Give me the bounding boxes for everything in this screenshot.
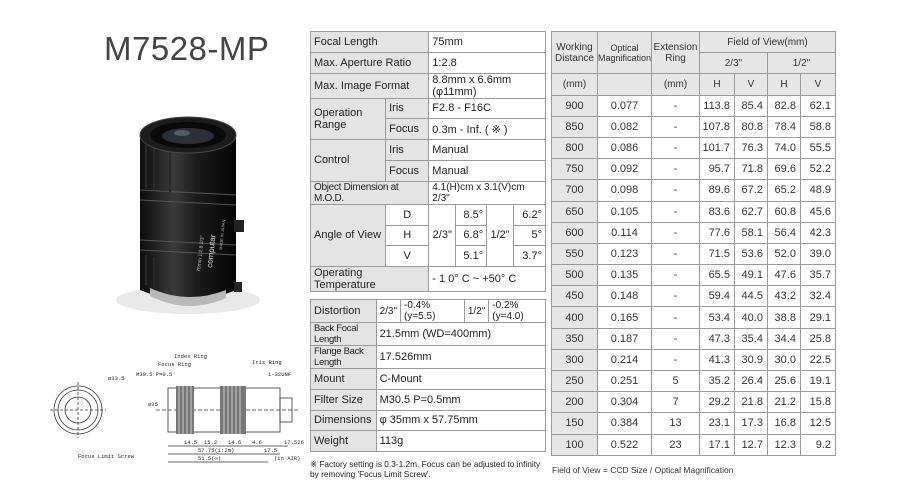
fov-cell-bv: 15.8: [800, 392, 835, 413]
fov-cell-mag: 0.077: [597, 95, 651, 116]
table-row: [552, 243, 836, 264]
fov-cell-bv: 55.5: [800, 137, 835, 158]
spec-label: Operation Range: [311, 98, 386, 140]
fov-cell-av: 71.8: [734, 159, 767, 180]
fov-cell-ring: -: [652, 137, 700, 158]
header-h-a: H: [700, 74, 735, 95]
fov-cell-ah: 107.8: [700, 116, 735, 137]
angle-value: 8.5°: [456, 204, 487, 225]
label-focus-ring: Focus Ring: [158, 361, 192, 368]
fov-cell-av: 80.8: [734, 116, 767, 137]
fov-cell-ah: 47.3: [700, 328, 735, 349]
spec-row-distortion: [311, 300, 546, 323]
label-dim-front: ø35: [148, 401, 158, 408]
label-iris-ring: Iris Ring: [252, 359, 282, 366]
spec-label: Mount: [311, 369, 377, 390]
spec-value: 17.526mm: [376, 346, 545, 369]
fov-cell-wd: 250: [552, 371, 598, 392]
fov-cell-av: 40.0: [734, 307, 767, 328]
label-dim-1: 57.75(1:2m): [198, 447, 235, 454]
lens-brand-text: computar: [205, 234, 218, 269]
spec-sublabel: Iris: [386, 140, 429, 161]
spec-row-object-dimension: [311, 181, 546, 204]
fov-cell-mag: 0.148: [597, 286, 651, 307]
fov-cell-bv: 29.1: [800, 307, 835, 328]
header-unit-wd: (mm): [552, 74, 598, 95]
fov-cell-av: 21.8: [734, 392, 767, 413]
spec-label: Control: [311, 140, 386, 182]
fov-cell-ring: -: [652, 116, 700, 137]
spec-row-max-aperture: [311, 52, 546, 73]
header-extension-ring: Extension Ring: [652, 32, 700, 74]
label-dim-4: 15.2: [204, 439, 218, 446]
fov-cell-mag: 0.114: [597, 222, 651, 243]
fov-cell-mag: 0.384: [597, 413, 651, 434]
table-row: [552, 307, 836, 328]
product-title: M7528-MP: [104, 30, 270, 67]
fov-cell-ah: 17.1: [700, 434, 735, 455]
technical-drawing: [48, 346, 304, 470]
spec-row-control-iris: [311, 140, 546, 161]
fov-cell-wd: 450: [552, 286, 598, 307]
spec-label: Filter Size: [311, 389, 377, 410]
spec-sublabel: Focus: [386, 160, 429, 181]
fov-cell-av: 26.4: [734, 371, 767, 392]
angle-value: 5.1°: [456, 246, 487, 267]
header-unit-mag: [597, 74, 651, 95]
fov-cell-bh: 34.4: [767, 328, 800, 349]
table-row: [552, 349, 836, 370]
angle-value: 3.7°: [514, 246, 546, 267]
fov-cell-bv: 35.7: [800, 265, 835, 286]
spec-label: Dimensions: [311, 410, 377, 431]
spec-label: Object Dimension at M.O.D.: [311, 181, 429, 204]
header-v-b: V: [800, 74, 835, 95]
fov-cell-wd: 900: [552, 95, 598, 116]
fov-cell-mag: 0.522: [597, 434, 651, 455]
fov-cell-wd: 150: [552, 413, 598, 434]
spec-row-operating-temp: [311, 267, 546, 292]
fov-cell-wd: 100: [552, 434, 598, 455]
spec-value: 1:2.8: [429, 52, 546, 73]
header-h-b: H: [767, 74, 800, 95]
spec-row-focal-length: [311, 32, 546, 53]
fov-cell-av: 17.3: [734, 413, 767, 434]
fov-cell-mag: 0.135: [597, 265, 651, 286]
fov-cell-ring: -: [652, 265, 700, 286]
spec-row-angle-d: [311, 204, 546, 225]
label-front-diameter: ø33.5: [108, 375, 125, 382]
fov-cell-bh: 21.2: [767, 392, 800, 413]
fov-cell-ah: 83.6: [700, 201, 735, 222]
fov-cell-bh: 52.0: [767, 243, 800, 264]
angle-value: 5°: [514, 225, 546, 246]
fov-cell-bv: 42.3: [800, 222, 835, 243]
fov-cell-bv: 32.4: [800, 286, 835, 307]
fov-cell-bh: 25.6: [767, 371, 800, 392]
fov-cell-wd: 350: [552, 328, 598, 349]
fov-cell-wd: 500: [552, 265, 598, 286]
fov-cell-bv: 12.5: [800, 413, 835, 434]
fov-cell-wd: 200: [552, 392, 598, 413]
spec-label: Focal Length: [311, 32, 429, 53]
spec-row-filter-size: [311, 389, 546, 410]
fov-cell-wd: 300: [552, 349, 598, 370]
fov-cell-wd: 650: [552, 201, 598, 222]
table-row: [552, 137, 836, 158]
header-field-of-view: Field of View(mm): [700, 32, 836, 53]
table-row: [552, 116, 836, 137]
fov-cell-bv: 39.0: [800, 243, 835, 264]
fov-cell-bh: 60.8: [767, 201, 800, 222]
fov-cell-av: 49.1: [734, 265, 767, 286]
fov-cell-ring: -: [652, 159, 700, 180]
fov-cell-bv: 45.6: [800, 201, 835, 222]
fov-cell-mag: 0.214: [597, 349, 651, 370]
table-row: [552, 265, 836, 286]
label-screw: 1-32UNF: [268, 371, 292, 378]
spec-value: Manual: [429, 140, 546, 161]
field-of-view-table: [551, 31, 836, 456]
fov-cell-ring: -: [652, 286, 700, 307]
angle-axis: D: [386, 204, 429, 225]
fov-cell-wd: 800: [552, 137, 598, 158]
fov-cell-ring: 5: [652, 371, 700, 392]
fov-cell-ring: 7: [652, 392, 700, 413]
header-format-b: 1/2": [767, 53, 835, 74]
fov-cell-bh: 38.8: [767, 307, 800, 328]
fov-cell-ring: -: [652, 349, 700, 370]
fov-cell-ah: 95.7: [700, 159, 735, 180]
fov-cell-wd: 850: [552, 116, 598, 137]
fov-cell-ah: 77.6: [700, 222, 735, 243]
fov-cell-wd: 750: [552, 159, 598, 180]
fov-cell-bv: 25.8: [800, 328, 835, 349]
table-row: [552, 159, 836, 180]
spec-label: Angle of View: [311, 204, 386, 266]
fov-cell-mag: 0.165: [597, 307, 651, 328]
fov-cell-ah: 89.6: [700, 180, 735, 201]
fov-cell-ring: -: [652, 307, 700, 328]
angle-format-b: 1/2": [487, 204, 514, 266]
spec-row-operation-iris: [311, 98, 546, 119]
fov-cell-mag: 0.086: [597, 137, 651, 158]
spec-value: 4.1(H)cm x 3.1(V)cm 2/3": [429, 181, 546, 204]
fov-cell-ring: 23: [652, 434, 700, 455]
fov-cell-av: 35.4: [734, 328, 767, 349]
fov-cell-ah: 113.8: [700, 95, 735, 116]
fov-cell-ah: 59.4: [700, 286, 735, 307]
fov-body: [552, 95, 836, 455]
fov-cell-ah: 101.7: [700, 137, 735, 158]
fov-cell-ring: -: [652, 95, 700, 116]
fov-cell-mag: 0.105: [597, 201, 651, 222]
label-dim-6: 4.6: [252, 439, 262, 446]
fov-cell-wd: 600: [552, 222, 598, 243]
fov-cell-ah: 53.4: [700, 307, 735, 328]
fov-cell-bh: 65.2: [767, 180, 800, 201]
table-row: [552, 371, 836, 392]
fov-cell-bh: 16.8: [767, 413, 800, 434]
spec-sublabel: Focus: [386, 119, 429, 140]
fov-cell-ah: 35.2: [700, 371, 735, 392]
header-working-distance: Working Distance: [552, 32, 598, 74]
table-row: [552, 286, 836, 307]
fov-cell-bh: 47.6: [767, 265, 800, 286]
table-row: [552, 180, 836, 201]
lens-photo: [100, 100, 280, 325]
fov-cell-bh: 69.6: [767, 159, 800, 180]
fov-cell-bv: 19.1: [800, 371, 835, 392]
angle-axis: V: [386, 246, 429, 267]
fov-cell-bh: 30.0: [767, 349, 800, 370]
table-row: [552, 328, 836, 349]
label-air: (in AIR): [274, 455, 301, 462]
spec-value: M30.5 P=0.5mm: [376, 389, 545, 410]
spec-row-mount: [311, 369, 546, 390]
fov-cell-bv: 9.2: [800, 434, 835, 455]
fov-cell-wd: 700: [552, 180, 598, 201]
spec-row-weight: [311, 431, 546, 452]
spec-value: 0.3m - Inf. ( ※ ): [429, 119, 546, 140]
fov-cell-mag: 0.304: [597, 392, 651, 413]
fov-cell-bv: 62.1: [800, 95, 835, 116]
fov-cell-wd: 550: [552, 243, 598, 264]
spec-value: 113g: [376, 431, 545, 452]
angle-axis: H: [386, 225, 429, 246]
fov-cell-ah: 71.5: [700, 243, 735, 264]
table-row: [552, 95, 836, 116]
fov-cell-mag: 0.098: [597, 180, 651, 201]
spec-value: - 1 0° C ~ +50° C: [429, 267, 546, 292]
fov-cell-bv: 48.9: [800, 180, 835, 201]
fov-cell-bv: 52.2: [800, 159, 835, 180]
fov-cell-bh: 56.4: [767, 222, 800, 243]
label-dim-5: 14.6: [228, 439, 242, 446]
header-format-a: 2/3": [700, 53, 768, 74]
spec-value: 21.5mm (WD=400mm): [376, 323, 545, 346]
label-dim-3: 14.5: [184, 439, 198, 446]
lens-origin-text: MADE IN JAPAN: [218, 219, 227, 251]
angle-value: 6.2°: [514, 204, 546, 225]
fov-cell-av: 67.2: [734, 180, 767, 201]
fov-cell-ring: -: [652, 222, 700, 243]
fov-cell-bh: 43.2: [767, 286, 800, 307]
distortion-format-b: 1/2": [464, 300, 488, 323]
label-flange: 17.526: [284, 439, 304, 446]
spec-label: Weight: [311, 431, 377, 452]
fov-cell-av: 12.7: [734, 434, 767, 455]
lens-model-marking: 75mm 1:2.8 2/3": [196, 235, 206, 273]
fov-cell-mag: 0.251: [597, 371, 651, 392]
fov-cell-ring: -: [652, 243, 700, 264]
spec-sublabel: Iris: [386, 98, 429, 119]
fov-cell-av: 30.9: [734, 349, 767, 370]
fov-cell-bv: 22.5: [800, 349, 835, 370]
fov-cell-ah: 29.2: [700, 392, 735, 413]
fov-cell-ring: 13: [652, 413, 700, 434]
table-row: [552, 222, 836, 243]
spec-row-flange-back: [311, 346, 546, 369]
spec-label: Distortion: [311, 300, 377, 323]
spec-label: Flange Back Length: [311, 346, 377, 369]
fov-cell-av: 62.7: [734, 201, 767, 222]
fov-cell-bh: 74.0: [767, 137, 800, 158]
table-row: [552, 201, 836, 222]
header-unit-ring: (mm): [652, 74, 700, 95]
label-index-ring: Index Ring: [174, 353, 208, 360]
spec-label: Operating Temperature: [311, 267, 429, 292]
fov-footnote: Field of View = CCD Size / Optical Magnification: [552, 465, 734, 475]
spec-table-main: [310, 31, 546, 292]
spec-row-dimensions: [311, 410, 546, 431]
spec-label: Max. Aperture Ratio: [311, 52, 429, 73]
fov-cell-bh: 78.4: [767, 116, 800, 137]
table-row: [552, 434, 836, 455]
label-thread: M30.5 P=0.5: [136, 371, 173, 378]
spec-value: F2.8 - F16C: [429, 98, 546, 119]
fov-cell-ring: -: [652, 180, 700, 201]
fov-cell-ring: -: [652, 201, 700, 222]
fov-cell-av: 85.4: [734, 95, 767, 116]
spec-value: φ 35mm x 57.75mm: [376, 410, 545, 431]
spec-row-back-focal: [311, 323, 546, 346]
distortion-value-a: -0.4% (y=5.5): [401, 300, 465, 323]
fov-cell-ah: 41.3: [700, 349, 735, 370]
fov-cell-mag: 0.082: [597, 116, 651, 137]
spec-row-max-image: [311, 73, 546, 98]
spec-label: Back Focal Length: [311, 323, 377, 346]
fov-cell-mag: 0.092: [597, 159, 651, 180]
fov-cell-bh: 82.8: [767, 95, 800, 116]
fov-cell-bh: 12.3: [767, 434, 800, 455]
distortion-format-a: 2/3": [376, 300, 400, 323]
header-v-a: V: [734, 74, 767, 95]
table-row: [552, 413, 836, 434]
spec-label: Max. Image Format: [311, 73, 429, 98]
fov-cell-av: 44.5: [734, 286, 767, 307]
label-dim-7: 17.5: [264, 447, 278, 454]
angle-value: 6.8°: [456, 225, 487, 246]
fov-cell-bv: 58.8: [800, 116, 835, 137]
table-row: [552, 392, 836, 413]
fov-cell-av: 53.6: [734, 243, 767, 264]
header-optical-magnification: Optical Magnification: [597, 32, 651, 74]
fov-cell-av: 76.3: [734, 137, 767, 158]
distortion-value-b: -0.2% (y=4.0): [489, 300, 546, 323]
factory-setting-note: ※ Factory setting is 0.3-1.2m. Focus can be adjusted to infinity by removing 'Focus Limit Screw'.: [310, 459, 541, 479]
fov-cell-mag: 0.187: [597, 328, 651, 349]
fov-cell-mag: 0.123: [597, 243, 651, 264]
label-focus-limit: Focus Limit Screw: [78, 453, 135, 460]
spec-value: C-Mount: [376, 369, 545, 390]
fov-cell-ah: 65.5: [700, 265, 735, 286]
spec-value: 8.8mm x 6.6mm (φ11mm): [429, 73, 546, 98]
fov-cell-ring: -: [652, 328, 700, 349]
spec-value: Manual: [429, 160, 546, 181]
label-dim-2: 51.5(∞): [198, 455, 222, 462]
spec-table-secondary: [310, 299, 546, 452]
fov-cell-ah: 23.1: [700, 413, 735, 434]
fov-cell-av: 58.1: [734, 222, 767, 243]
spec-value: 75mm: [429, 32, 546, 53]
fov-cell-wd: 400: [552, 307, 598, 328]
angle-format-a: 2/3": [429, 204, 456, 266]
